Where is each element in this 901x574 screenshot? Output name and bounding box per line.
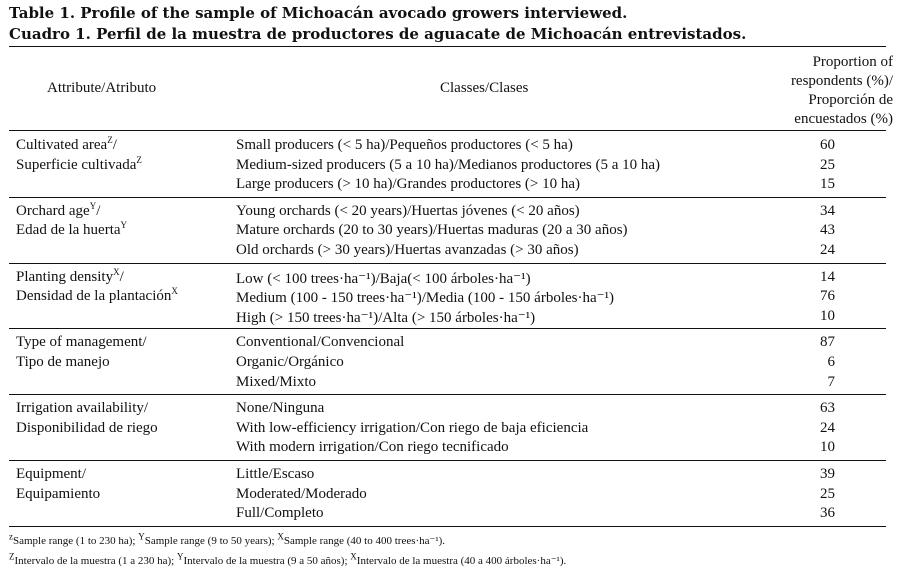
- class-cell: Low (< 100 trees·ha⁻¹)/Baja(< 100 árboles·ha⁻¹): [236, 270, 531, 287]
- class-cell: Organic/Orgánico: [236, 354, 344, 370]
- class-cell: Small producers (< 5 ha)/Pequeños productores (< 5 ha): [236, 137, 573, 153]
- header-classes: Classes/Clases: [440, 80, 529, 96]
- proportion-cell: 25: [820, 485, 835, 502]
- attribute-text: Cultivated area: [16, 137, 108, 153]
- footnote-text: Intervalo de la muestra (9 a 50 años);: [183, 555, 351, 567]
- class-cell: Large producers (> 10 ha)/Grandes productores (> 10 ha): [236, 176, 581, 193]
- class-cell: Medium-sized producers (5 a 10 ha)/Medianos productores (5 a 10 ha): [236, 156, 661, 173]
- attribute-label: [16, 400, 148, 417]
- proportion-cell: 36: [820, 505, 835, 522]
- header-proportion-line: respondents (%)/: [790, 73, 893, 89]
- class-cell: Mature orchards (20 to 30 years)/Huertas maduras (20 a 30 años): [236, 222, 628, 239]
- proportion-cell: 10: [820, 307, 835, 324]
- proportion-cell: 43: [820, 222, 835, 239]
- group-separator: [9, 197, 886, 198]
- class-cell: None/Ninguna: [236, 400, 325, 417]
- footnote-marker: Y: [177, 551, 184, 562]
- proportion-cell: 15: [820, 176, 835, 193]
- attribute-label: [16, 420, 158, 437]
- attribute-text: Planting density: [16, 268, 114, 285]
- top-rule: [9, 46, 886, 47]
- attribute-label: [16, 137, 117, 154]
- class-cell: Conventional/Convencional: [236, 334, 405, 351]
- header-attribute: Attribute/Atributo: [47, 80, 157, 96]
- attribute-label: [16, 334, 147, 351]
- class-cell: Moderated/Moderado: [236, 485, 367, 502]
- attribute-text: Type of management/: [16, 334, 147, 351]
- class-cell: Young orchards (< 20 years)/Huertas jóvenes (< 20 años): [236, 202, 580, 219]
- attribute-text: Orchard age: [16, 202, 90, 219]
- attribute-label: [16, 154, 142, 174]
- footnote-text: Intervalo de la muestra (40 a 400 árboles·ha⁻¹).: [356, 555, 567, 567]
- attribute-footnote-marker: X: [113, 266, 120, 277]
- class-cell: Old orchards (> 30 years)/Huertas avanzadas (> 30 años): [236, 242, 579, 258]
- attribute-text: Densidad de la plantación: [16, 288, 172, 305]
- header-rule: [9, 130, 886, 131]
- proportion-cell: 87: [820, 334, 835, 351]
- attribute-text: Equipamiento: [16, 485, 101, 502]
- footnote-text: Sample range (9 to 50 years);: [144, 535, 278, 547]
- footnote-text: Intervalo de la muestra (1 a 230 ha);: [14, 555, 177, 567]
- attribute-text: Edad de la huerta: [16, 222, 121, 239]
- proportion-cell: 34: [820, 202, 835, 219]
- group-separator: [9, 394, 886, 395]
- attribute-separator: /: [119, 268, 124, 285]
- class-cell: With low-efficiency irrigation/Con riego de baja eficiencia: [236, 419, 589, 436]
- group-separator: [9, 263, 886, 264]
- attribute-label: [16, 466, 86, 483]
- proportion-cell: 39: [820, 466, 835, 482]
- footnote-marker: z: [9, 531, 13, 542]
- attribute-separator: /: [112, 137, 117, 153]
- attribute-text: Tipo de manejo: [16, 354, 110, 370]
- attribute-separator: /: [96, 202, 101, 219]
- attribute-text: Irrigation availability/: [16, 400, 149, 417]
- proportion-cell: 7: [827, 373, 835, 390]
- header-proportion: [755, 53, 893, 129]
- attribute-text: Disponibilidad de riego: [16, 419, 158, 436]
- table-title-english: Table 1. Profile of the sample of Michoacán avocado growers interviewed.: [9, 4, 628, 22]
- group-separator: [9, 460, 886, 461]
- proportion-cell: 10: [820, 439, 835, 456]
- table-title-spanish: Cuadro 1. Perfil de la muestra de productores de aguacate de Michoacán entrevistados.: [9, 25, 747, 43]
- header-proportion-line: encuestados (%): [794, 111, 893, 127]
- proportion-cell: 60: [820, 137, 835, 153]
- attribute-label: [16, 266, 124, 286]
- proportion-cell: 24: [820, 419, 835, 436]
- footnote-marker: X: [350, 551, 357, 562]
- footnote-marker: X: [277, 531, 284, 542]
- proportion-cell: 24: [820, 242, 835, 258]
- attribute-footnote-marker: Y: [120, 220, 128, 231]
- attribute-text: Equipment/: [16, 466, 86, 482]
- footnote-marker: Z: [9, 551, 15, 562]
- bottom-rule: [9, 526, 886, 527]
- attribute-footnote-marker: Z: [107, 135, 113, 145]
- footnote-english: [9, 531, 446, 547]
- group-separator: [9, 328, 886, 329]
- class-cell: High (> 150 trees·ha⁻¹)/Alta (> 150 árboles·ha⁻¹): [236, 309, 536, 326]
- attribute-label: [16, 222, 127, 239]
- attribute-text: Superficie cultivada: [16, 156, 137, 173]
- class-cell: Medium (100 - 150 trees·ha⁻¹)/Media (100 - 150 árboles·ha⁻¹): [236, 290, 615, 307]
- class-cell: Little/Escaso: [236, 466, 315, 482]
- footnote-text: Sample range (1 to 230 ha);: [13, 535, 139, 547]
- proportion-cell: 76: [820, 288, 835, 305]
- proportion-cell: 25: [820, 156, 835, 173]
- attribute-footnote-marker: X: [171, 286, 178, 297]
- proportion-cell: 14: [820, 268, 835, 285]
- footnote-marker: Y: [138, 531, 145, 542]
- attribute-label: [16, 200, 101, 220]
- attribute-label: [16, 486, 100, 503]
- header-proportion-line: Proportion of: [812, 54, 893, 70]
- attribute-label: [16, 354, 110, 371]
- footnote-text: Sample range (40 to 400 trees·ha⁻¹).: [283, 535, 446, 547]
- class-cell: Full/Completo: [236, 505, 324, 522]
- proportion-cell: 6: [827, 354, 835, 370]
- class-cell: Mixed/Mixto: [236, 373, 317, 390]
- attribute-footnote-marker: Z: [136, 154, 142, 165]
- class-cell: With modern irrigation/Con riego tecnificado: [236, 439, 509, 456]
- header-proportion-line: Proporción de: [808, 92, 893, 108]
- attribute-label: [16, 288, 178, 305]
- proportion-cell: 63: [820, 400, 835, 417]
- attribute-footnote-marker: Y: [89, 200, 97, 211]
- footnote-spanish: [9, 551, 567, 567]
